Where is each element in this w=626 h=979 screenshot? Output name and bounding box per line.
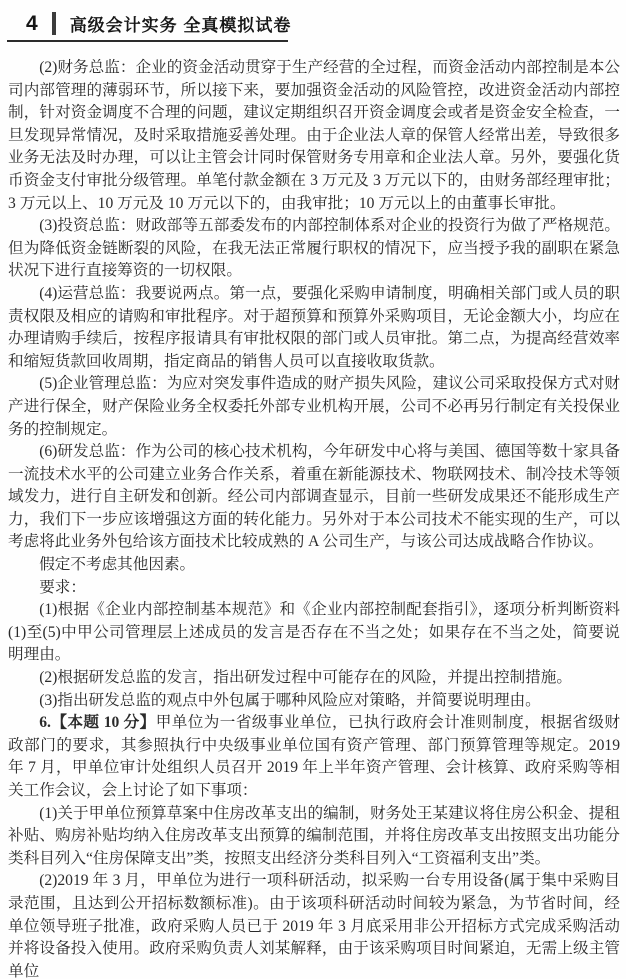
question-6-item-2: (2)2019 年 3 月，甲单位为进行一项科研活动，拟采购一台专用设备(属于集中采购目录范围，且达到公开招标数额标准)。由于该项科研活动时间较为紧急，为节省时间，经单位领导班子批准，政府采购人员已于 2019 年 3 月底采用非公开招标方式完成采购活动并将设备投入使用。政府采购负责人刘某解释，由于该采购项目时间紧迫，无需上级主管单位 xyxy=(8,872,620,979)
header-divider-bar xyxy=(52,12,56,35)
statement-finance-director: (2)财务总监：企业的资金活动贯穿于生产经营的全过程，而资金活动内部控制是本公司内部管理的薄弱环节，所以接下来，要加强资金活动的风险管控，改进资金活动内部控制，针对资金调度不合理的问题，建议定期组织召开资金调度会或者是资金安全检查，一旦发现异常情况，及时采取措施妥善处理。由于企业法人章的保管人经常出差，导致很多业务无法及时办理，可以让主管会计同时保管财务专用章和企业法人章。另外，要强化货币资金支付审批分级管理。单笔付款金额在 3 万元及 3 万元以下的，由财务部经理审批；3 万元以上、10 万元及 10 万元以下的，由我审批；10 万元以上的由董事长审批。 xyxy=(8,59,620,212)
question-6 xyxy=(8,712,620,802)
book-title: 高级会计实务 全真模拟试卷 xyxy=(69,16,292,35)
statement-investment-director: (3)投资总监：财政部等五部委发布的内部控制体系对企业的投资行为做了严格规范。但为降低资金链断裂的风险，在我无法正常履行职权的情况下，应当授予我的副职在紧急状况下进行直接筹资的一切权限。 xyxy=(8,217,620,280)
page-body xyxy=(0,42,626,979)
page-number: 4 xyxy=(26,11,38,35)
requirement-3: (3)指出研发总监的观点中外包属于哪种风险应对策略，并简要说明理由。 xyxy=(39,691,541,709)
requirement-2: (2)根据研发总监的发言，指出研发过程中可能存在的风险，并提出控制措施。 xyxy=(39,669,572,687)
statement-rd-director: (6)研发总监：作为公司的核心技术机构，今年研发中心将与美国、德国等数十家具备一流技术水平的公司建立业务合作关系，着重在新能源技术、物联网技术、制冷技术等领域发力，进行自主研发和创新。经公司内部调查显示，目前一些研发成果还不能形成生产力，我们下一步应该增强这方面的转化能力。另外对于本公司技术不能实现的生产，可以考虑将此业务外包给该方面技术比较成熟的 A 公司生产，与该公司达成战略合作协议。 xyxy=(8,443,620,551)
statement-operations-director: (4)运营总监：我要说两点。第一点，要强化采购申请制度，明确相关部门或人员的职责权限及相应的请购和审批程序。对于超预算和预算外采购项目，无论金额大小，均应在办理请购手续后，按程序报请具有审批权限的部门或人员审批。第二点，为提高经营效率和缩短货款回收周期，指定商品的销售人员可以直接收取货款。 xyxy=(8,284,620,370)
assumption-note: 假定不考虑其他因素。 xyxy=(39,556,196,574)
question-6-intro: 甲单位为一省级事业单位，已执行政府会计准则制度，根据省级财政部门的要求，其参照执行中央级事业单位国有资产管理、部门预算管理等规定。2019 年 7 月，甲单位审计处组织人员召开 2019 年上半年资产管理、会计核算、政府采购等相关工作会议，会上讨论了如下事项： xyxy=(8,714,620,799)
page-header xyxy=(0,0,626,36)
question-6-item-1: (1)关于甲单位预算草案中住房改革支出的编制，财务处王某建议将住房公积金、提租补贴、购房补贴均纳入住房改革支出预算的编制范围，并将住房改革支出按照支出功能分类科目列入“住房保障支出”类，按照支出经济分类科目列入“工资福利支出”类。 xyxy=(8,804,620,867)
statement-enterprise-management-director: (5)企业管理总监：为应对突发事件造成的财产损失风险，建议公司采取投保方式对财产进行保全，财产保险业务全权委托外部专业机构开展，公司不必再另行制定有关投保业务的控制规定。 xyxy=(8,375,620,438)
requirement-1: (1)根据《企业内部控制基本规范》和《企业内部控制配套指引》，逐项分析判断资料(1)至(5)中甲公司管理层上述成员的发言是否存在不当之处；如果存在不当之处，简要说明理由。 xyxy=(8,601,620,664)
requirements-label: 要求： xyxy=(39,578,86,596)
question-6-score-label: 6.【本题 10 分】 xyxy=(39,714,156,732)
